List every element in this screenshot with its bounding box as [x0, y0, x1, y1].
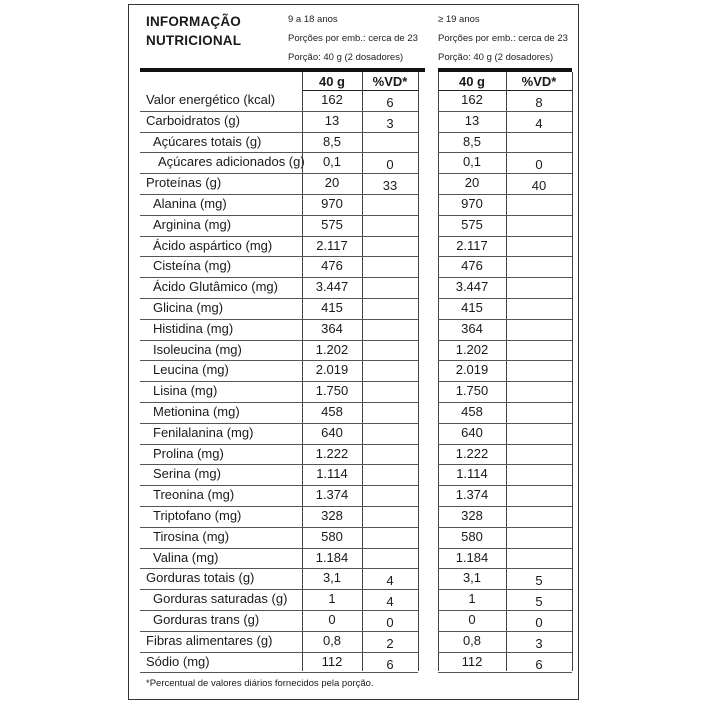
amount-group1: 112 — [321, 653, 343, 669]
amount-group1: 328 — [321, 508, 343, 523]
vd-group1: 0 — [386, 157, 394, 173]
amount-group1: 20 — [324, 175, 340, 191]
vd-group1: 2 — [386, 635, 394, 651]
group1-header — [288, 10, 418, 67]
amount-group1: 1.202 — [315, 341, 349, 357]
nutrient-name: Histidina (mg) — [153, 320, 234, 336]
vline-group1-right — [418, 72, 419, 671]
amount-group2: 580 — [461, 528, 483, 544]
nutrient-name: Metionina (mg) — [153, 404, 240, 419]
vd-group2: 5 — [535, 573, 543, 589]
nutrient-name: Cisteína (mg) — [153, 258, 232, 274]
nutrient-name: Tirosina (mg) — [153, 528, 230, 544]
amount-group1: 580 — [321, 528, 343, 544]
vd-group1: 6 — [386, 95, 394, 110]
amount-group1: 364 — [321, 320, 343, 336]
vd-group2: 0 — [535, 157, 543, 173]
amount-group2: 0,1 — [462, 154, 482, 170]
amount-group2: 476 — [461, 258, 483, 274]
amount-group2: 13 — [464, 112, 480, 128]
vd-group1: 33 — [382, 178, 398, 194]
amount-group2: 3,1 — [462, 570, 482, 586]
amount-group2: 1.750 — [455, 383, 489, 399]
amount-group1: 1 — [328, 591, 336, 607]
amount-group2: 1.222 — [455, 445, 489, 461]
amount-group1: 1.374 — [315, 487, 349, 503]
col-header-vd-2: %VD* — [521, 74, 557, 89]
nutrient-name: Ácido Glutâmico (mg) — [153, 279, 278, 295]
nutrient-name: Valor energético (kcal) — [146, 92, 276, 107]
vd-group2: 6 — [535, 656, 543, 672]
amount-group2: 3.447 — [455, 279, 489, 295]
group2-age: ≥ 19 anos — [438, 14, 480, 25]
amount-group2: 364 — [461, 320, 483, 336]
group1-servings: Porções por emb.: cerca de 23 — [288, 33, 418, 44]
amount-group1: 415 — [321, 300, 343, 315]
label-title-line1: INFORMAÇÃO — [146, 14, 241, 29]
amount-group2: 20 — [464, 175, 480, 191]
nutrient-name: Lisina (mg) — [153, 383, 218, 399]
nutrient-name: Fibras alimentares (g) — [146, 632, 273, 648]
group2-servings: Porções por emb.: cerca de 23 — [438, 33, 568, 44]
vd-group2: 0 — [535, 615, 543, 630]
amount-group2: 1.374 — [455, 487, 489, 503]
amount-group2: 2.019 — [455, 362, 489, 378]
col-header-amount-2: 40 g — [458, 74, 485, 89]
amount-group2: 112 — [461, 653, 483, 669]
top-rule-group2 — [438, 68, 572, 72]
amount-group1: 2.117 — [316, 237, 348, 253]
amount-group1: 13 — [324, 112, 340, 128]
nutrient-name: Alanina (mg) — [153, 196, 227, 211]
nutrient-name: Treonina (mg) — [153, 487, 235, 503]
amount-group1: 575 — [321, 216, 343, 232]
nutrient-name: Fenilalanina (mg) — [153, 424, 254, 440]
amount-group2: 0,8 — [462, 632, 482, 648]
vd-group2: 4 — [535, 115, 543, 131]
amount-group1: 1.184 — [315, 549, 349, 565]
vd-group2: 40 — [531, 178, 547, 194]
amount-group2: 8,5 — [462, 133, 482, 149]
group2-header — [438, 10, 568, 67]
vd-group2: 8 — [535, 95, 543, 110]
amount-group1: 0 — [328, 612, 336, 627]
amount-group2: 640 — [461, 424, 483, 440]
amount-group1: 2.019 — [315, 362, 349, 378]
amount-group2: 970 — [461, 196, 483, 211]
amount-group1: 1.114 — [316, 466, 348, 482]
nutrient-name: Glicina (mg) — [153, 300, 224, 315]
nutrient-name: Prolina (mg) — [153, 445, 224, 461]
nutrient-name: Açúcares totais (g) — [153, 133, 262, 149]
nutrient-name: Triptofano (mg) — [153, 508, 242, 523]
amount-group1: 476 — [321, 258, 343, 274]
label-title — [146, 12, 241, 50]
amount-group2: 2.117 — [456, 237, 488, 253]
vd-group1: 0 — [386, 615, 394, 630]
label-title-line2: NUTRICIONAL — [146, 33, 242, 48]
amount-group1: 3.447 — [315, 279, 349, 295]
footnote: *Percentual de valores diários fornecidos pela porção. — [146, 678, 374, 689]
nutrient-name: Serina (mg) — [153, 466, 221, 482]
vd-group1: 6 — [386, 656, 394, 672]
group2-portion: Porção: 40 g (2 dosadores) — [438, 52, 554, 63]
amount-group1: 640 — [321, 424, 343, 440]
nutrient-name: Isoleucina (mg) — [153, 341, 242, 357]
amount-group1: 162 — [321, 92, 343, 107]
amount-group2: 328 — [461, 508, 483, 523]
col-header-vd-1: %VD* — [372, 74, 408, 89]
top-rule-group1 — [140, 68, 425, 72]
col-header-amount-1: 40 g — [318, 74, 345, 89]
vd-group1: 4 — [386, 573, 394, 589]
amount-group1: 1.222 — [315, 445, 349, 461]
amount-group2: 1.202 — [455, 341, 489, 357]
nutrient-name: Ácido aspártico (mg) — [153, 237, 273, 253]
amount-group2: 1 — [468, 591, 476, 607]
amount-group2: 1.114 — [456, 466, 488, 482]
nutrient-name: Proteínas (g) — [146, 175, 222, 191]
nutrient-name: Leucina (mg) — [153, 362, 229, 378]
amount-group2: 458 — [461, 404, 483, 419]
group1-portion: Porção: 40 g (2 dosadores) — [288, 52, 404, 63]
nutrient-name: Gorduras totais (g) — [146, 570, 255, 586]
vline-group2-right — [572, 72, 573, 671]
nutrient-name: Sódio (mg) — [146, 653, 210, 669]
amount-group1: 1.750 — [315, 383, 349, 399]
amount-group2: 415 — [461, 300, 483, 315]
amount-group1: 8,5 — [322, 133, 342, 149]
amount-group2: 0 — [468, 612, 476, 627]
nutrient-name: Arginina (mg) — [153, 216, 232, 232]
nutrient-name: Gorduras saturadas (g) — [153, 591, 288, 607]
amount-group2: 575 — [461, 216, 483, 232]
group1-age: 9 a 18 anos — [288, 14, 338, 25]
vd-group1: 4 — [386, 594, 394, 610]
nutrient-name: Carboidratos (g) — [146, 112, 240, 128]
vd-group2: 5 — [535, 594, 543, 610]
vd-group1: 3 — [386, 115, 394, 131]
amount-group1: 0,8 — [322, 632, 342, 648]
amount-group1: 0,1 — [322, 154, 342, 170]
amount-group1: 458 — [321, 404, 343, 419]
nutrient-name: Açúcares adicionados (g) — [158, 154, 305, 170]
amount-group1: 3,1 — [322, 570, 342, 586]
amount-group2: 1.184 — [455, 549, 489, 565]
nutrient-name: Valina (mg) — [153, 549, 219, 565]
vd-group2: 3 — [535, 635, 543, 651]
nutrient-name: Gorduras trans (g) — [153, 612, 260, 627]
amount-group1: 970 — [321, 196, 343, 211]
amount-group2: 162 — [461, 92, 483, 107]
